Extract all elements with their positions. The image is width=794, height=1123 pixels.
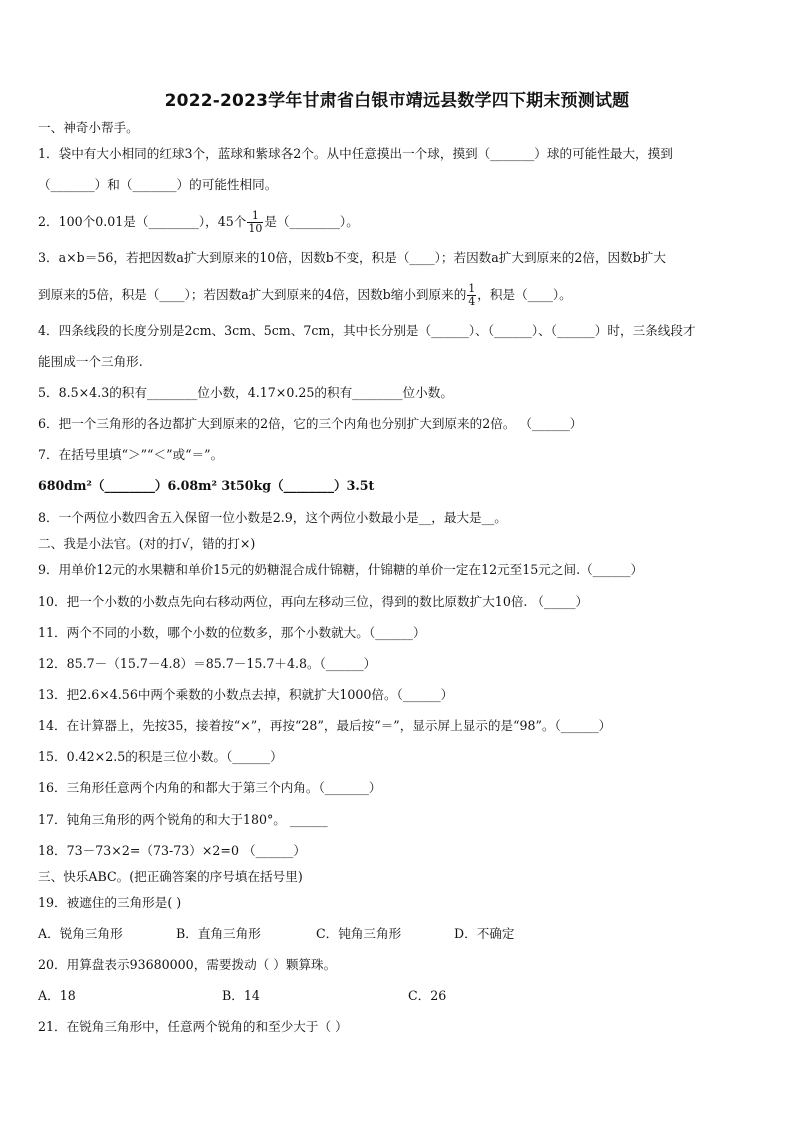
question-13: 13．把2.6×4.56中两个乘数的小数点去掉，积就扩大1000倍。（______） bbox=[38, 687, 454, 702]
question-3-line-1: 3．a×b＝56，若把因数a扩大到原来的10倍，因数b不变，积是（____）；若因数a扩大到原来的2倍，因数b扩大 bbox=[38, 250, 666, 265]
option-b: B．14 bbox=[222, 988, 260, 1003]
page-title: 2022-2023学年甘肃省白银市靖远县数学四下期末预测试题 bbox=[164, 91, 630, 111]
question-19: 19．被遮住的三角形是( ) bbox=[38, 895, 182, 910]
section-heading-1: 一、神奇小帮手。 bbox=[38, 120, 139, 135]
question-4-line-2: 能围成一个三角形. bbox=[38, 354, 143, 369]
question-17: 17．钝角三角形的两个锐角的和大于180°。 ______ bbox=[38, 812, 328, 827]
question-19-options bbox=[38, 925, 514, 943]
question-6: 6．把一个三角形的各边都扩大到原来的2倍，它的三个内角也分别扩大到原来的2倍。 （______） bbox=[38, 416, 583, 431]
section-heading-3: 三、快乐ABC。(把正确答案的序号填在括号里) bbox=[38, 869, 303, 884]
question-2 bbox=[38, 210, 359, 235]
question-15: 15．0.42×2.5的积是三位小数。（______） bbox=[38, 749, 283, 764]
question-4-line-1: 4．四条线段的长度分别是2cm、3cm、5cm、7cm，其中长分别是（______）、（______）、（______）时，三条线段才 bbox=[38, 323, 696, 338]
question-2-text-a: 2．100个0.01是（________），45个 bbox=[38, 214, 247, 229]
question-10: 10．把一个小数的小数点先向右移动两位，再向左移动三位，得到的数比原数扩大10倍. （_____） bbox=[38, 594, 589, 609]
question-18: 18．73－73×2=（73-73）×2=0 （______） bbox=[38, 843, 306, 858]
option-a: A．锐角三角形 bbox=[38, 926, 123, 941]
option-b: B．直角三角形 bbox=[176, 926, 261, 941]
question-3-text-b: 到原来的5倍，积是（____）；若因数a扩大到原来的4倍，因数b缩小到原来的 bbox=[38, 287, 467, 302]
question-5: 5．8.5×4.3的积有________位小数，4.17×0.25的积有________位小数。 bbox=[38, 385, 453, 400]
question-16: 16．三角形任意两个内角的和都大于第三个内角。（_______） bbox=[38, 780, 382, 795]
question-20: 20．用算盘表示93680000，需要拨动（ ）颗算珠。 bbox=[38, 957, 337, 972]
question-3-text-c: ，积是（____）。 bbox=[477, 287, 572, 302]
option-a: A．18 bbox=[38, 988, 76, 1003]
question-21: 21．在锐角三角形中，任意两个锐角的和至少大于（ ） bbox=[38, 1019, 348, 1034]
option-c: C．26 bbox=[408, 988, 447, 1003]
question-1-line-1: 1．袋中有大小相同的红球3个，蓝球和紫球各2个。从中任意摸出一个球，摸到（_______）球的可能性最大，摸到 bbox=[38, 146, 673, 161]
section-heading-2: 二、我是小法官。(对的打√，错的打×) bbox=[38, 536, 256, 551]
question-2-text-b: 是（________）。 bbox=[264, 214, 359, 229]
option-d: D．不确定 bbox=[454, 926, 515, 941]
question-1-line-2: （_______）和（_______）的可能性相同。 bbox=[38, 177, 278, 192]
question-20-options bbox=[38, 987, 446, 1005]
question-14: 14．在计算器上，先按35，接着按“×”，再按“28”，最后按“＝”，显示屏上显示的是“98”。（______） bbox=[38, 718, 612, 733]
question-9: 9．用单价12元的水果糖和单价15元的奶糖混合成什锦糖，什锦糖的单价一定在12元至15元之间.（______） bbox=[38, 562, 644, 577]
question-7: 7．在括号里填“＞”“＜”或“＝”。 bbox=[38, 447, 224, 462]
question-7-compare-line: 680dm²（________）6.08m² 3t50kg（________）3.5t bbox=[38, 478, 375, 493]
question-12: 12．85.7－（15.7－4.8）＝85.7－15.7＋4.8。（______） bbox=[38, 656, 377, 671]
fraction-one-tenth: $\frac{1}{10}$ bbox=[248, 209, 263, 235]
option-c: C．钝角三角形 bbox=[316, 926, 402, 941]
question-8: 8．一个两位小数四舍五入保留一位小数是2.9，这个两位小数最小是__，最大是__。 bbox=[38, 510, 507, 525]
question-3-line-2 bbox=[38, 283, 572, 308]
question-11: 11．两个不同的小数，哪个小数的位数多，那个小数就大。（______） bbox=[38, 625, 426, 640]
fraction-one-quarter: $\frac{1}{4}$ bbox=[468, 282, 476, 308]
